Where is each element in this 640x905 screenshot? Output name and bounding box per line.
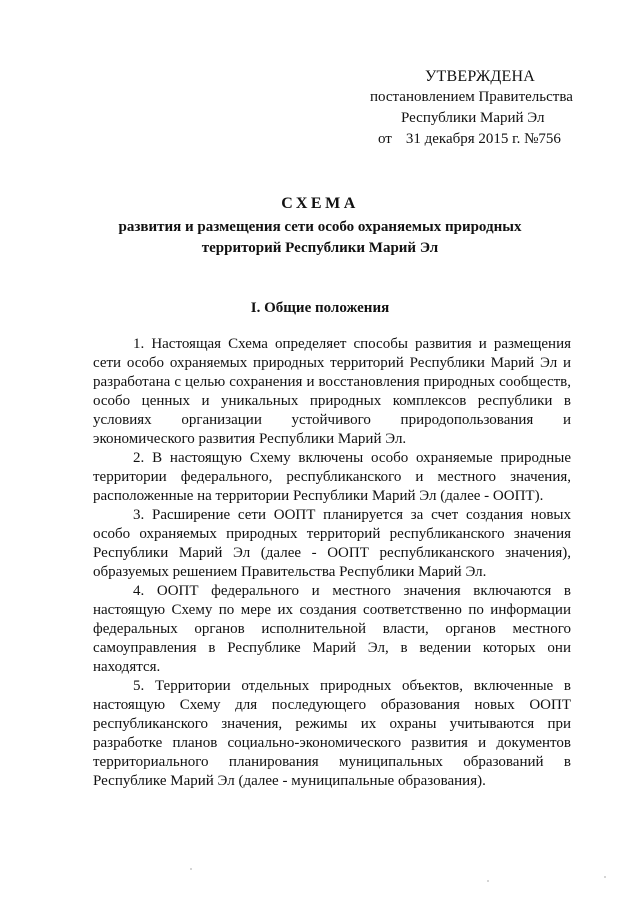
paragraph-5: 5. Территории отдельных природных объектов, включенные в настоящую Схему для последующего образования новых ООПТ республиканского значения, режимы их охраны учитываются при разработке планов социально-экономического развития и документов территориального планирования муниципальных образований в Республике Марий Эл (далее - муниципальные образования). [93,678,571,789]
approval-stamp [370,66,590,150]
paragraph-3: 3. Расширение сети ООПТ планируется за счет создания новых особо охраняемых природных территорий республиканского значения Республики Марий Эл (далее - ООПТ республиканского значения), образуемых решением Правительства Республики Марий Эл. [93,507,571,580]
paragraph-4: 4. ООПТ федерального и местного значения включаются в настоящую Схему по мере их создания соответственно по информации федеральных органов исполнительной власти, органов местного самоуправления в Республике Марий Эл, в ведении которых они находятся. [93,583,571,675]
approval-line-date [370,129,590,150]
document-subtitle: развития и размещения сети особо охраняемых природных территорий Республики Марий Эл [118,219,522,256]
section-title: I. Общие положения [250,300,390,316]
paragraph-2: 2. В настоящую Схему включены особо охраняемые природные территории федерального, республиканского и местного значения, расположенные на территории Республики Марий Эл (далее - ООПТ). [93,450,571,504]
scan-speck [487,880,489,882]
section-body [93,335,571,791]
paragraph-1: 1. Настоящая Схема определяет способы развития и размещения сети особо охраняемых природных территорий Республики Марий Эл и разработана с целью сохранения и восстановления природных сообществ, особо ценных и уникальных природных комплексов республики в условиях организации устойчивого природопользования и экономического развития Республики Марий Эл. [93,336,571,447]
approval-line-republic: Республики Марий Эл [401,110,545,126]
approval-title: УТВЕРЖДЕНА [425,68,536,85]
approval-line-decree: постановлением Правительства [370,89,573,105]
scan-speck [190,868,192,870]
approval-date-value: 31 декабря 2015 г. №756 [405,131,561,147]
approval-date-prefix: от [378,131,392,147]
document-title: СХЕМА [281,195,359,212]
scan-speck [604,876,606,878]
